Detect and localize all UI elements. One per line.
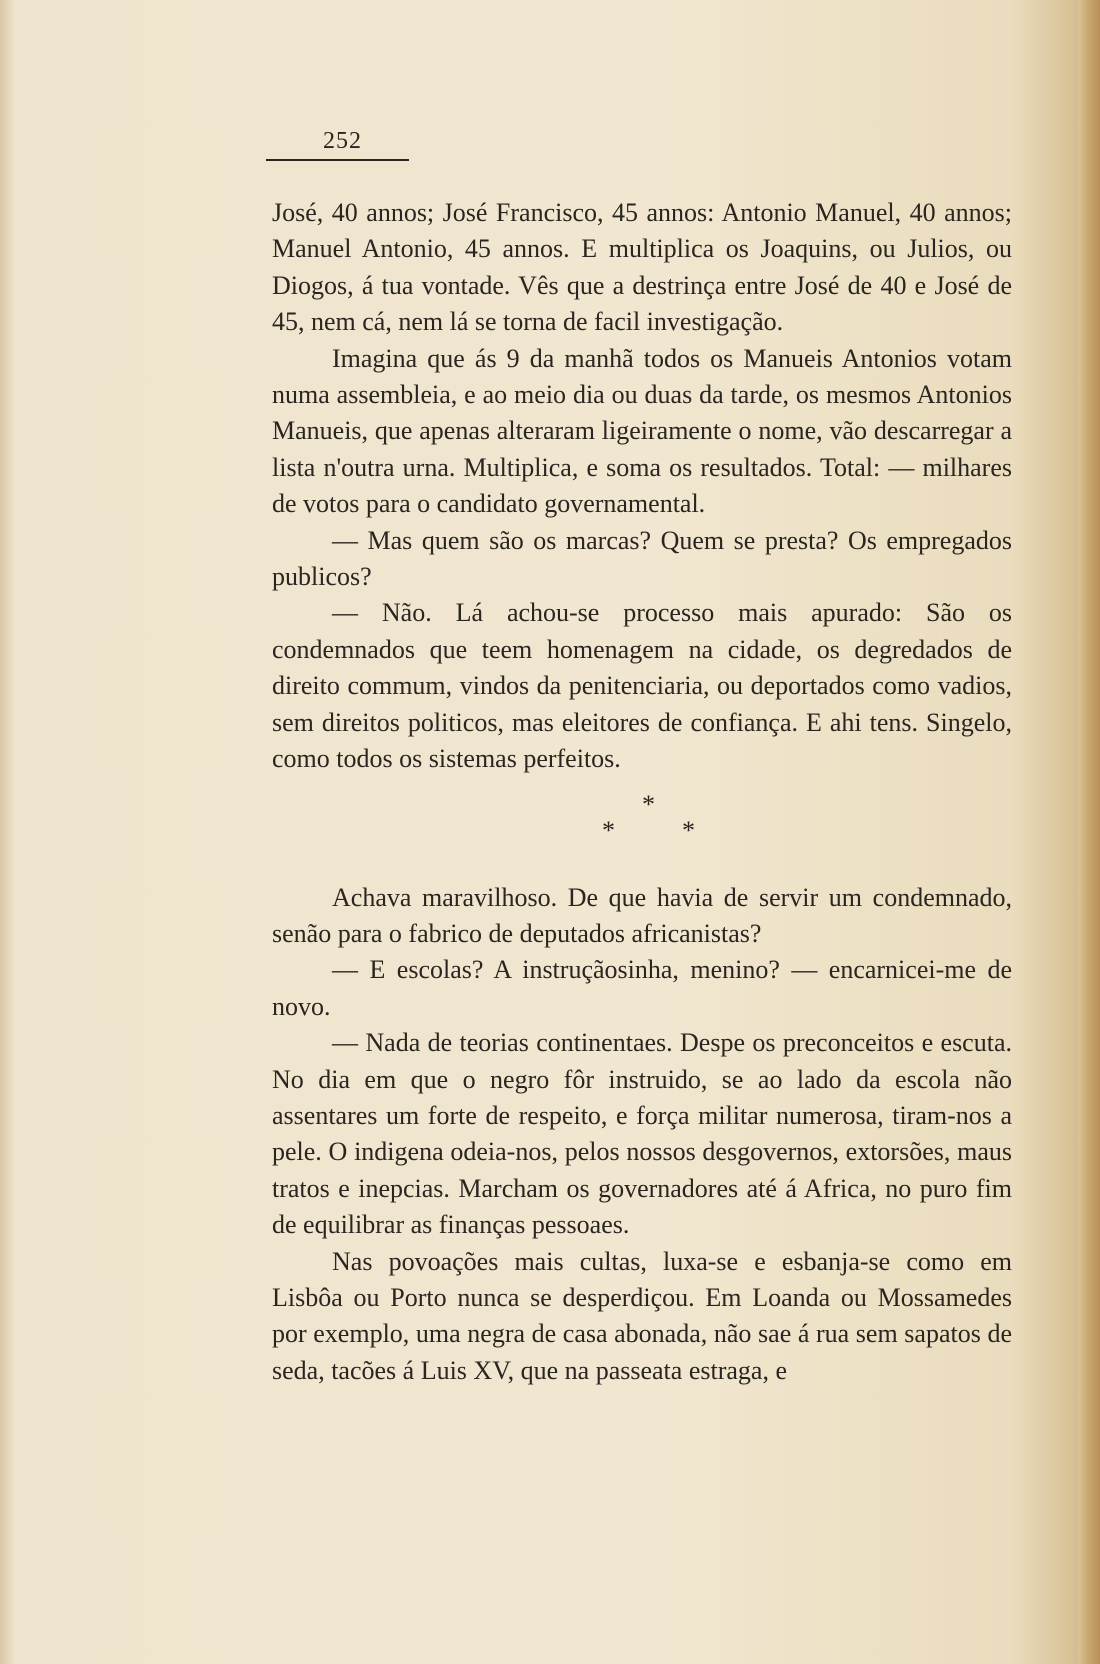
- section-separator: [272, 778, 1012, 880]
- page-right-edge: [1078, 0, 1100, 1664]
- asterism-star: *: [602, 815, 615, 845]
- paragraph: — Nada de teorias continentaes. Despe os preconceitos e escuta. No dia em que o negro fôr instruido, se ao lado da escola não assentares um forte de respeito, e força militar numerosa, tiram-nos a pele. O indigena odeia-nos, pelos nossos desgovernos, extorsões, maus tratos e inepcias. Marcham os governadores até á Africa, no puro fim de equilibrar as finanças pessoaes.: [272, 1028, 1012, 1240]
- asterism-star: *: [682, 815, 695, 845]
- asterism-star: *: [642, 789, 655, 819]
- paragraph: — Mas quem são os marcas? Quem se presta? Os empregados publicos?: [272, 525, 1012, 592]
- body-text: [272, 195, 1012, 1389]
- paragraph: Achava maravilhoso. De que havia de servir um condemnado, senão para o fabrico de deputados africanistas?: [272, 882, 1012, 948]
- paragraph: Imagina que ás 9 da manhã todos os Manueis Antonios votam numa assembleia, e ao meio dia ou duas da tarde, os mesmos Antonios Manueis, que apenas alteraram ligeiramente o nome, vão descarregar a lista n'outra urna. Multiplica, e soma os resultados. Total: — milhares de votos para o candidato governamental.: [272, 343, 1012, 519]
- header-rule: [266, 159, 409, 161]
- page-left-edge: [0, 0, 14, 1664]
- paragraph: — E escolas? A instruçãosinha, menino? — encarnicei-me de novo.: [272, 955, 1012, 1021]
- page-number: 252: [323, 128, 362, 154]
- paragraph: — Não. Lá achou-se processo mais apurado: São os condemnados que teem homenagem na cidade, os degredados de direito commum, vindos da penitenciaria, ou deportados como vadios, sem direitos politicos, mas eleitores de confiança. E ahi tens. Singelo, como todos os sistemas perfeitos.: [272, 598, 1012, 774]
- paragraph: Nas povoações mais cultas, luxa-se e esbanja-se como em Lisbôa ou Porto nunca se desperdiçou. Em Loanda ou Mossamedes por exemplo, uma negra de casa abonada, não sae á rua sem sapatos de seda, tacões á Luis XV, que na passeata estraga, e: [272, 1246, 1012, 1385]
- paragraph: José, 40 annos; José Francisco, 45 annos: Antonio Manuel, 40 annos; Manuel Antonio, 45 annos. E multiplica os Joaquins, ou Julios, ou Diogos, á tua vontade. Vês que a destrinça entre José de 40 e José de 45, nem cá, nem lá se torna de facil investigação.: [272, 198, 1012, 337]
